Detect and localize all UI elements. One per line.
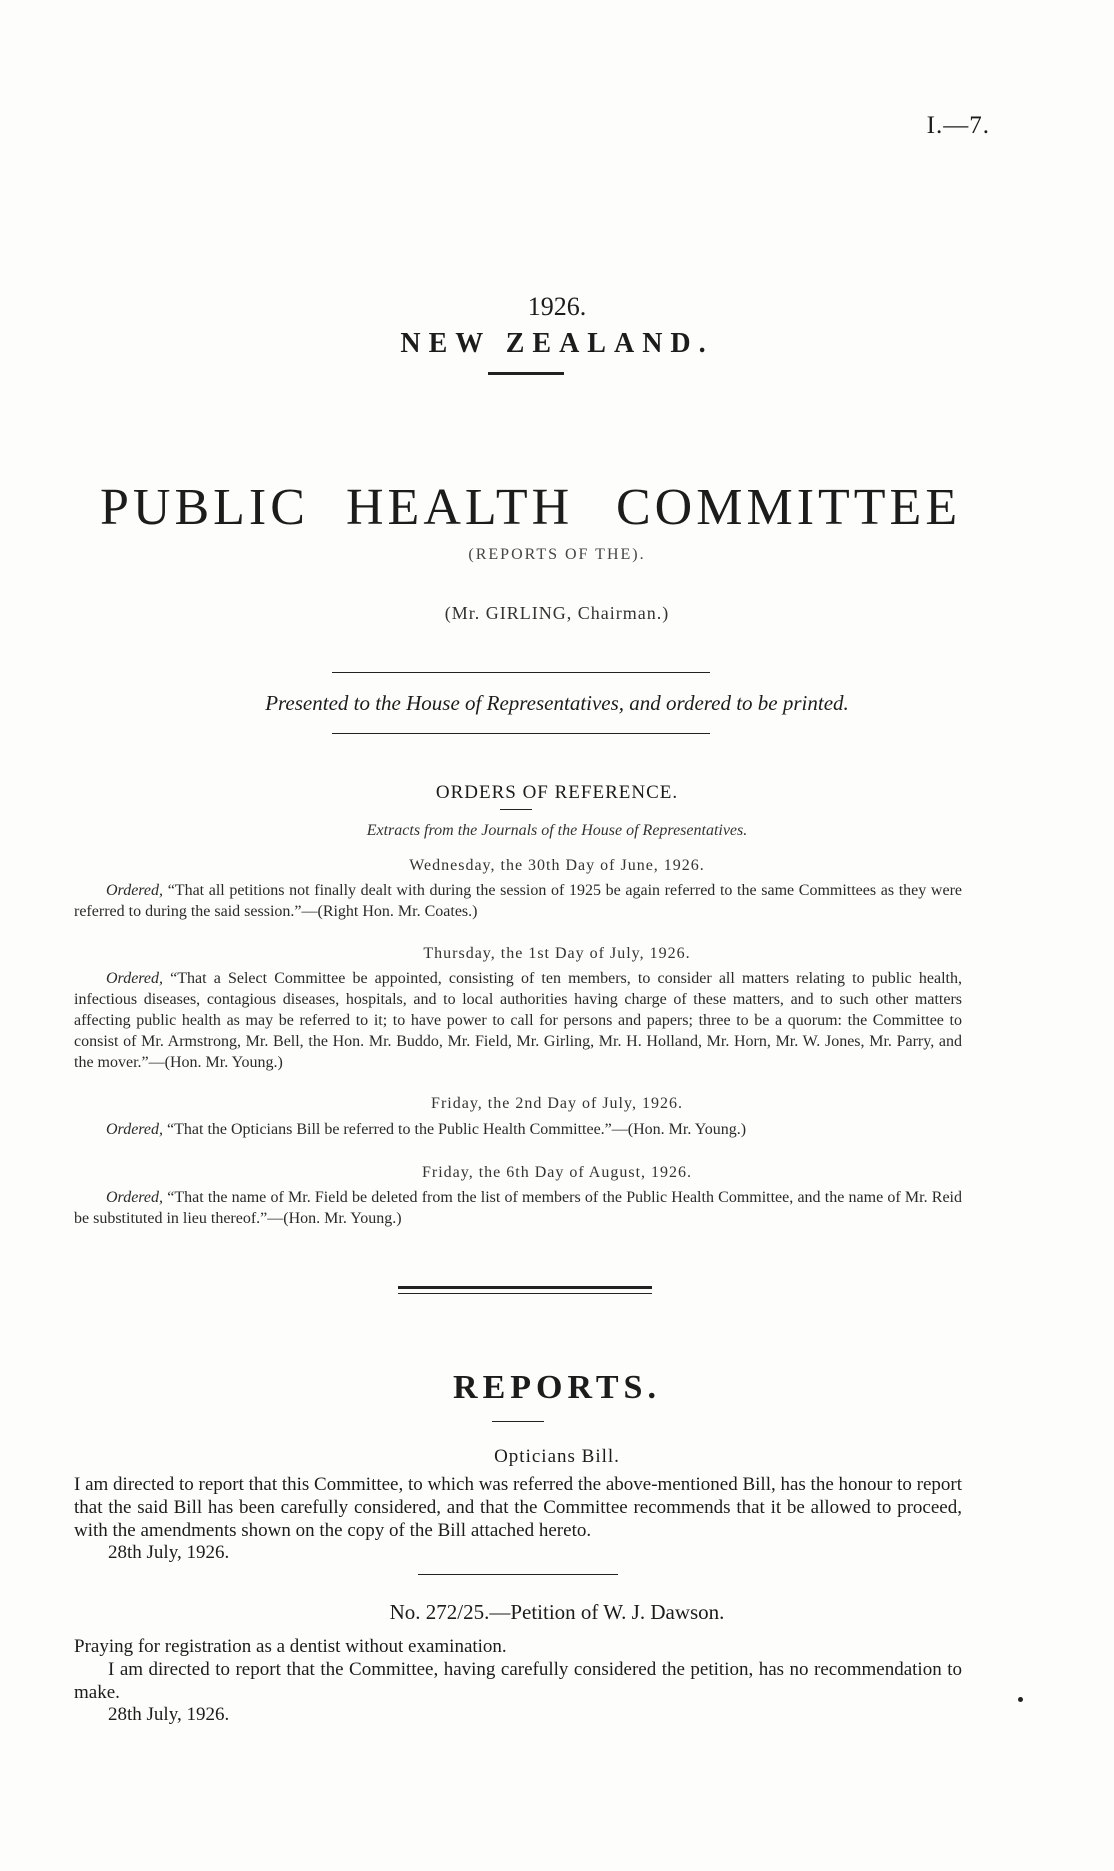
order-text: “That the Opticians Bill be referred to the Public Health Committee.”—(Hon. Mr. Young.) bbox=[167, 1121, 747, 1138]
ordered-label: Ordered, bbox=[106, 882, 164, 899]
order-day: Friday, the 2nd Day of July, 1926. bbox=[431, 1095, 683, 1112]
report-date: 28th July, 1926. bbox=[108, 1542, 230, 1563]
order-entry bbox=[74, 968, 962, 1073]
order-text: “That all petitions not finally dealt with during the session of 1925 be again referred to the same Committees as they were referred to during the said session.”—(Right Hon. Mr. Coates.) bbox=[74, 882, 963, 920]
order-entry bbox=[74, 1119, 962, 1140]
ordered-label: Ordered, bbox=[106, 1121, 164, 1138]
order-entry bbox=[74, 880, 962, 922]
ordered-label: Ordered, bbox=[106, 1189, 164, 1206]
page-reference: I.—7. bbox=[926, 112, 990, 139]
order-day: Friday, the 6th Day of August, 1926. bbox=[421, 1164, 693, 1181]
petition-praying: Praying for registration as a dentist without examination. bbox=[74, 1636, 507, 1657]
divider bbox=[332, 672, 710, 673]
presented-note: Presented to the House of Representatives, and ordered to be printed. bbox=[265, 691, 849, 715]
order-text: “That the name of Mr. Field be deleted from the list of members of the Public Health Committee, and the name of Mr. Reid be substituted in lieu thereof.”—(Hon. Mr. Young.) bbox=[74, 1189, 963, 1227]
title-word: COMMITTEE bbox=[616, 479, 962, 536]
ordered-label: Ordered, bbox=[106, 970, 164, 987]
orders-heading: ORDERS OF REFERENCE. bbox=[435, 782, 679, 803]
extracts-note: Extracts from the Journals of the House of Representatives. bbox=[366, 822, 748, 839]
order-day: Wednesday, the 30th Day of June, 1926. bbox=[409, 857, 705, 874]
petition-title: No. 272/25.—Petition of W. J. Dawson. bbox=[389, 1600, 725, 1624]
year: 1926. bbox=[527, 292, 587, 321]
petition-report-text: I am directed to report that the Committee, having carefully considered the petition, has no recommendation to make. bbox=[74, 1659, 962, 1703]
opticians-bill-title: Opticians Bill. bbox=[494, 1446, 620, 1467]
divider bbox=[398, 1293, 652, 1294]
order-day: Thursday, the 1st Day of July, 1926. bbox=[423, 945, 691, 962]
title-word: PUBLIC bbox=[100, 479, 309, 536]
ink-dot bbox=[1018, 1697, 1023, 1702]
country: NEW ZEALAND. bbox=[400, 328, 714, 359]
chairman: (Mr. GIRLING, Chairman.) bbox=[444, 603, 670, 623]
divider bbox=[488, 372, 564, 375]
divider bbox=[332, 733, 710, 734]
title-word: HEALTH bbox=[346, 479, 574, 536]
order-entry bbox=[74, 1187, 962, 1229]
reports-heading: REPORTS. bbox=[453, 1369, 661, 1406]
divider bbox=[418, 1574, 618, 1575]
report-date: 28th July, 1926. bbox=[108, 1704, 230, 1725]
order-text: “That a Select Committee be appointed, consisting of ten members, to consider all matters relating to public health, infectious diseases, contagious diseases, hospitals, and to local authorities having charge of these matters, and to such other matters affecting public health as may be referred to it; to have power to call for persons and papers; three to be a quorum: the Committee to consist of Mr. Armstrong, Mr. Bell, the Hon. Mr. Buddo, Mr. Field, Mr. Girling, Mr. H. Holland, Mr. Horn, Mr. W. Jones, Mr. Parry, and the mover.”—(Hon. Mr. Young.) bbox=[74, 970, 962, 1071]
subtitle: (REPORTS OF THE). bbox=[468, 546, 646, 563]
divider bbox=[398, 1286, 652, 1289]
divider bbox=[500, 809, 532, 810]
opticians-report-text: I am directed to report that this Committee, to which was referred the above-mentioned Bill, has the honour to report that the said Bill has been carefully considered, and that the Committee recommends that it be allowed to proceed, with the amendments shown on the copy of the Bill attached hereto. bbox=[74, 1474, 962, 1541]
divider bbox=[492, 1421, 544, 1422]
